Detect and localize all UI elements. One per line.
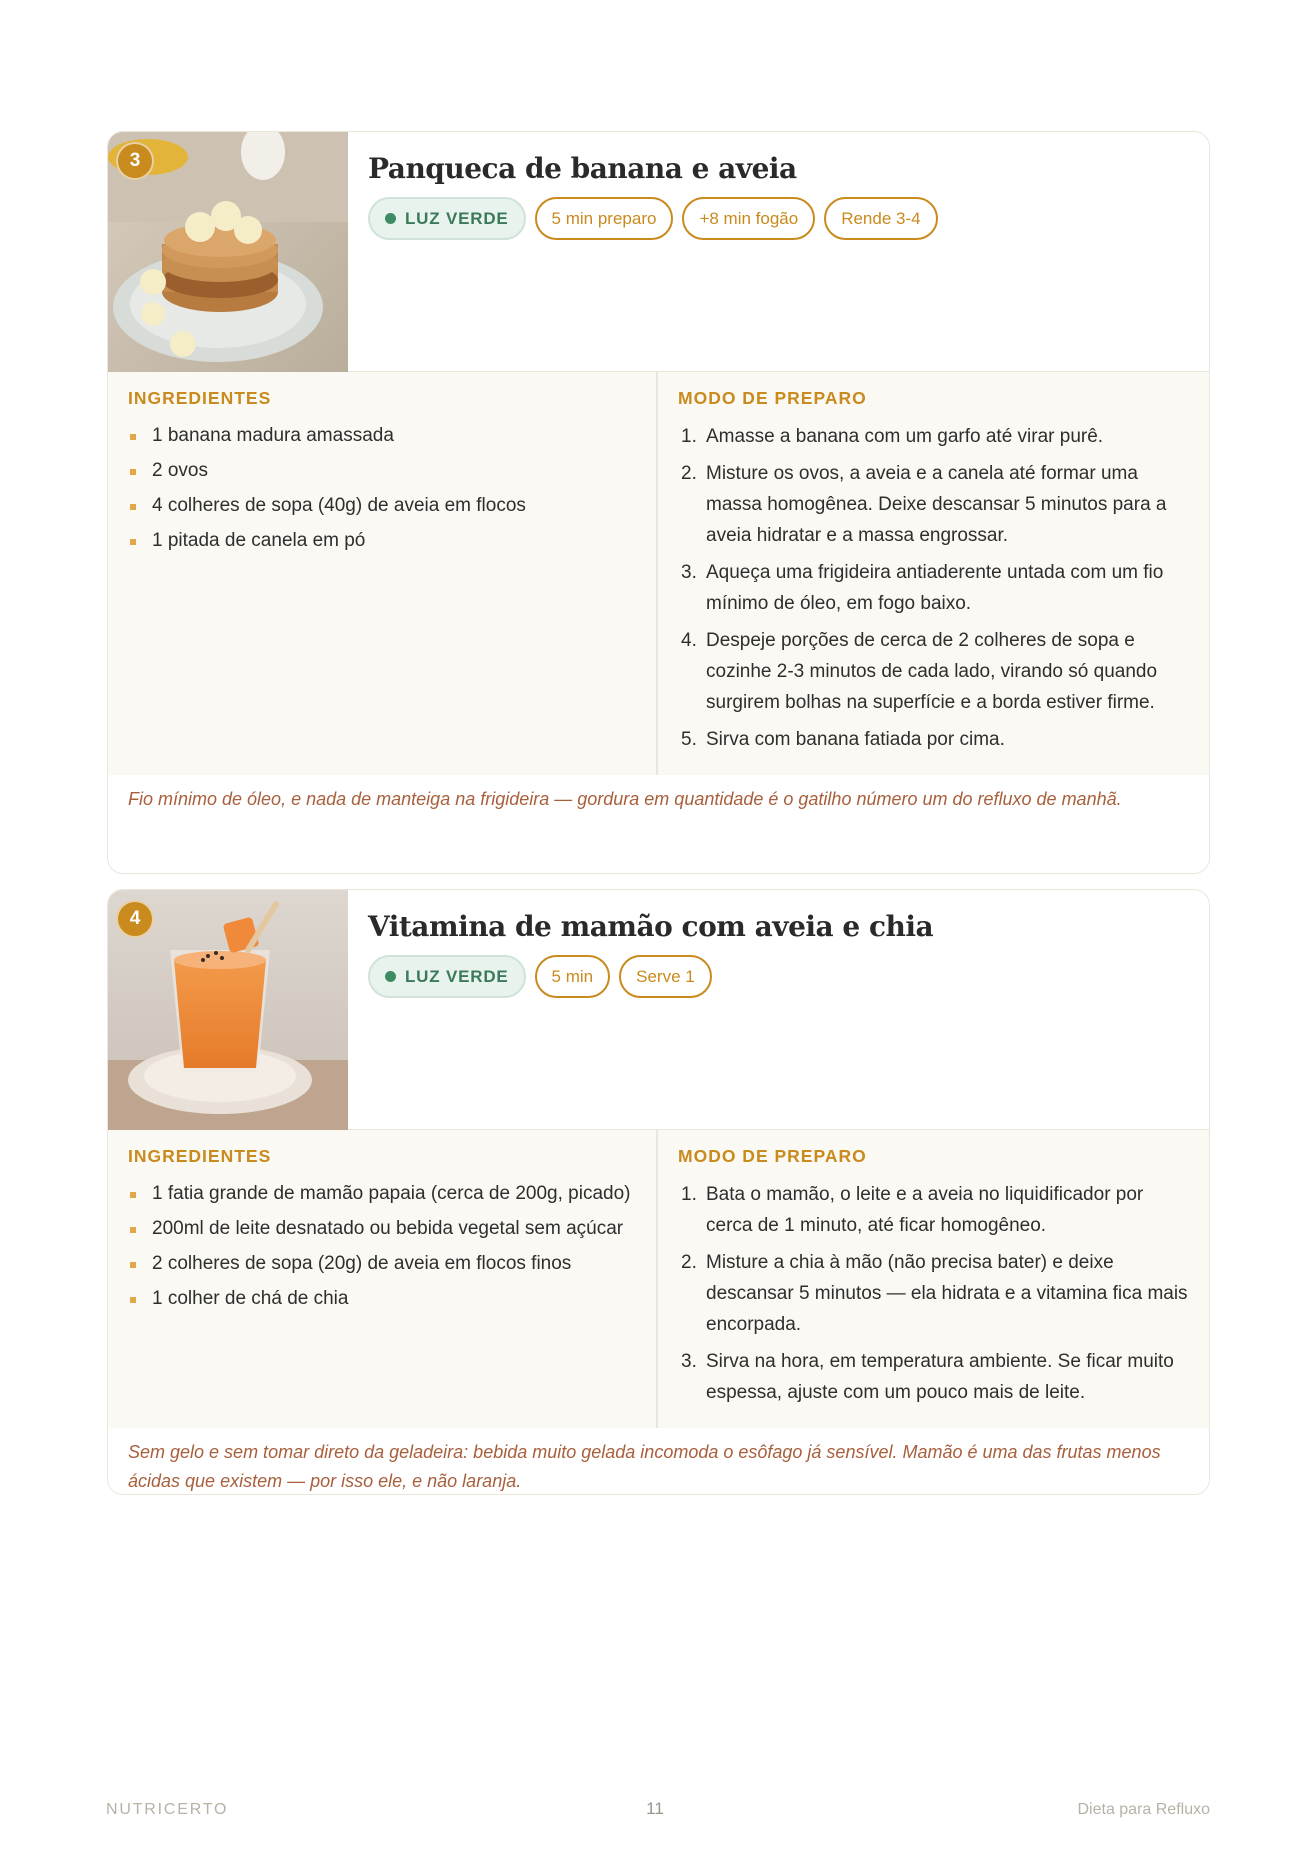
recipe-title: Vitamina de mamão com aveia e chia	[368, 910, 934, 943]
tag-servings: Serve 1	[619, 955, 712, 998]
list-item: 1. Amasse a banana com um garfo até virar purê.	[681, 426, 1104, 447]
list-item: 3. Aqueça uma frigideira antiaderente untada com um fio mínimo de óleo, em fogo baixo.	[681, 562, 1164, 614]
recipe-header	[108, 132, 1209, 372]
tag-prep-time: 5 min	[535, 955, 611, 998]
steps-heading: MODO DE PREPARO	[678, 388, 867, 408]
recipe-tip-note: Sem gelo e sem tomar direto da geladeira: bebida muito gelada incomoda o esôfago já sensível. Mamão é uma das frutas menos ácidas que existem — por isso ele, e não laranja.	[108, 1428, 1209, 1495]
list-item: 1 fatia grande de mamão papaia (cerca de 200g, picado)	[128, 1179, 636, 1209]
recipe-body	[108, 372, 1209, 775]
list-item: 2. Misture os ovos, a aveia e a canela até formar uma massa homogênea. Deixe descansar 5 minutos para a aveia hidratar e a massa engrossar.	[681, 463, 1167, 546]
tag-luz-verde: LUZ VERDE	[368, 197, 526, 240]
steps-list	[678, 1179, 1189, 1408]
list-item: 200ml de leite desnatado ou bebida vegetal sem açúcar	[128, 1214, 636, 1244]
list-item: 3. Sirva na hora, em temperatura ambiente. Se ficar muito espessa, ajuste com um pouco mais de leite.	[681, 1351, 1174, 1403]
tag-cook-time: +8 min fogão	[682, 197, 815, 240]
ingredients-heading: INGREDIENTES	[128, 388, 272, 408]
ingredients-column	[108, 1130, 658, 1428]
recipe-card	[107, 889, 1210, 1495]
footer-brand: NUTRICERTO	[106, 1801, 229, 1818]
list-item: 5. Sirva com banana fatiada por cima.	[681, 729, 1005, 750]
tag-luz-verde: LUZ VERDE	[368, 955, 526, 998]
recipe-card	[107, 131, 1210, 874]
recipe-title: Panqueca de banana e aveia	[368, 152, 797, 185]
list-item: 1 pitada de canela em pó	[128, 526, 636, 556]
ingredients-column	[108, 372, 658, 775]
ingredients-heading: INGREDIENTES	[128, 1146, 272, 1166]
list-item: 1. Bata o mamão, o leite e a aveia no liquidificador por cerca de 1 minuto, até ficar homogêneo.	[681, 1184, 1144, 1236]
recipe-number-badge: 4	[116, 900, 154, 938]
list-item: 2. Misture a chia à mão (não precisa bater) e deixe descansar 5 minutos — ela hidrata e a vitamina fica mais encorpada.	[681, 1252, 1188, 1335]
footer-doc-title: Dieta para Refluxo	[1077, 1801, 1210, 1818]
steps-column	[658, 1130, 1209, 1428]
list-item: 4. Despeje porções de cerca de 2 colheres de sopa e cozinhe 2-3 minutos de cada lado, virando só quando surgirem bolhas na superfície e a borda estiver firme.	[681, 630, 1158, 713]
pancakes-with-banana-photo	[108, 132, 348, 372]
tag-prep-time: 5 min preparo	[535, 197, 674, 240]
steps-column	[658, 372, 1209, 775]
green-dot-icon	[385, 971, 396, 982]
recipe-tip-note: Fio mínimo de óleo, e nada de manteiga na frigideira — gordura em quantidade é o gatilho número um do refluxo de manhã.	[108, 775, 1209, 826]
steps-list	[678, 421, 1189, 755]
list-item: 2 colheres de sopa (20g) de aveia em flocos finos	[128, 1249, 636, 1279]
recipe-number-badge: 3	[116, 142, 154, 180]
ingredients-list	[128, 421, 636, 556]
recipe-tags	[368, 197, 938, 240]
recipe-header	[108, 890, 1209, 1130]
green-dot-icon	[385, 213, 396, 224]
list-item: 1 banana madura amassada	[128, 421, 636, 451]
recipe-tags	[368, 955, 712, 998]
page-number: 11	[646, 1799, 664, 1818]
tag-yield: Rende 3-4	[824, 197, 937, 240]
list-item: 2 ovos	[128, 456, 636, 486]
ingredients-list	[128, 1179, 636, 1314]
steps-heading: MODO DE PREPARO	[678, 1146, 867, 1166]
recipe-body	[108, 1130, 1209, 1428]
papaya-smoothie-photo	[108, 890, 348, 1130]
list-item: 4 colheres de sopa (40g) de aveia em flocos	[128, 491, 636, 521]
list-item: 1 colher de chá de chia	[128, 1284, 636, 1314]
